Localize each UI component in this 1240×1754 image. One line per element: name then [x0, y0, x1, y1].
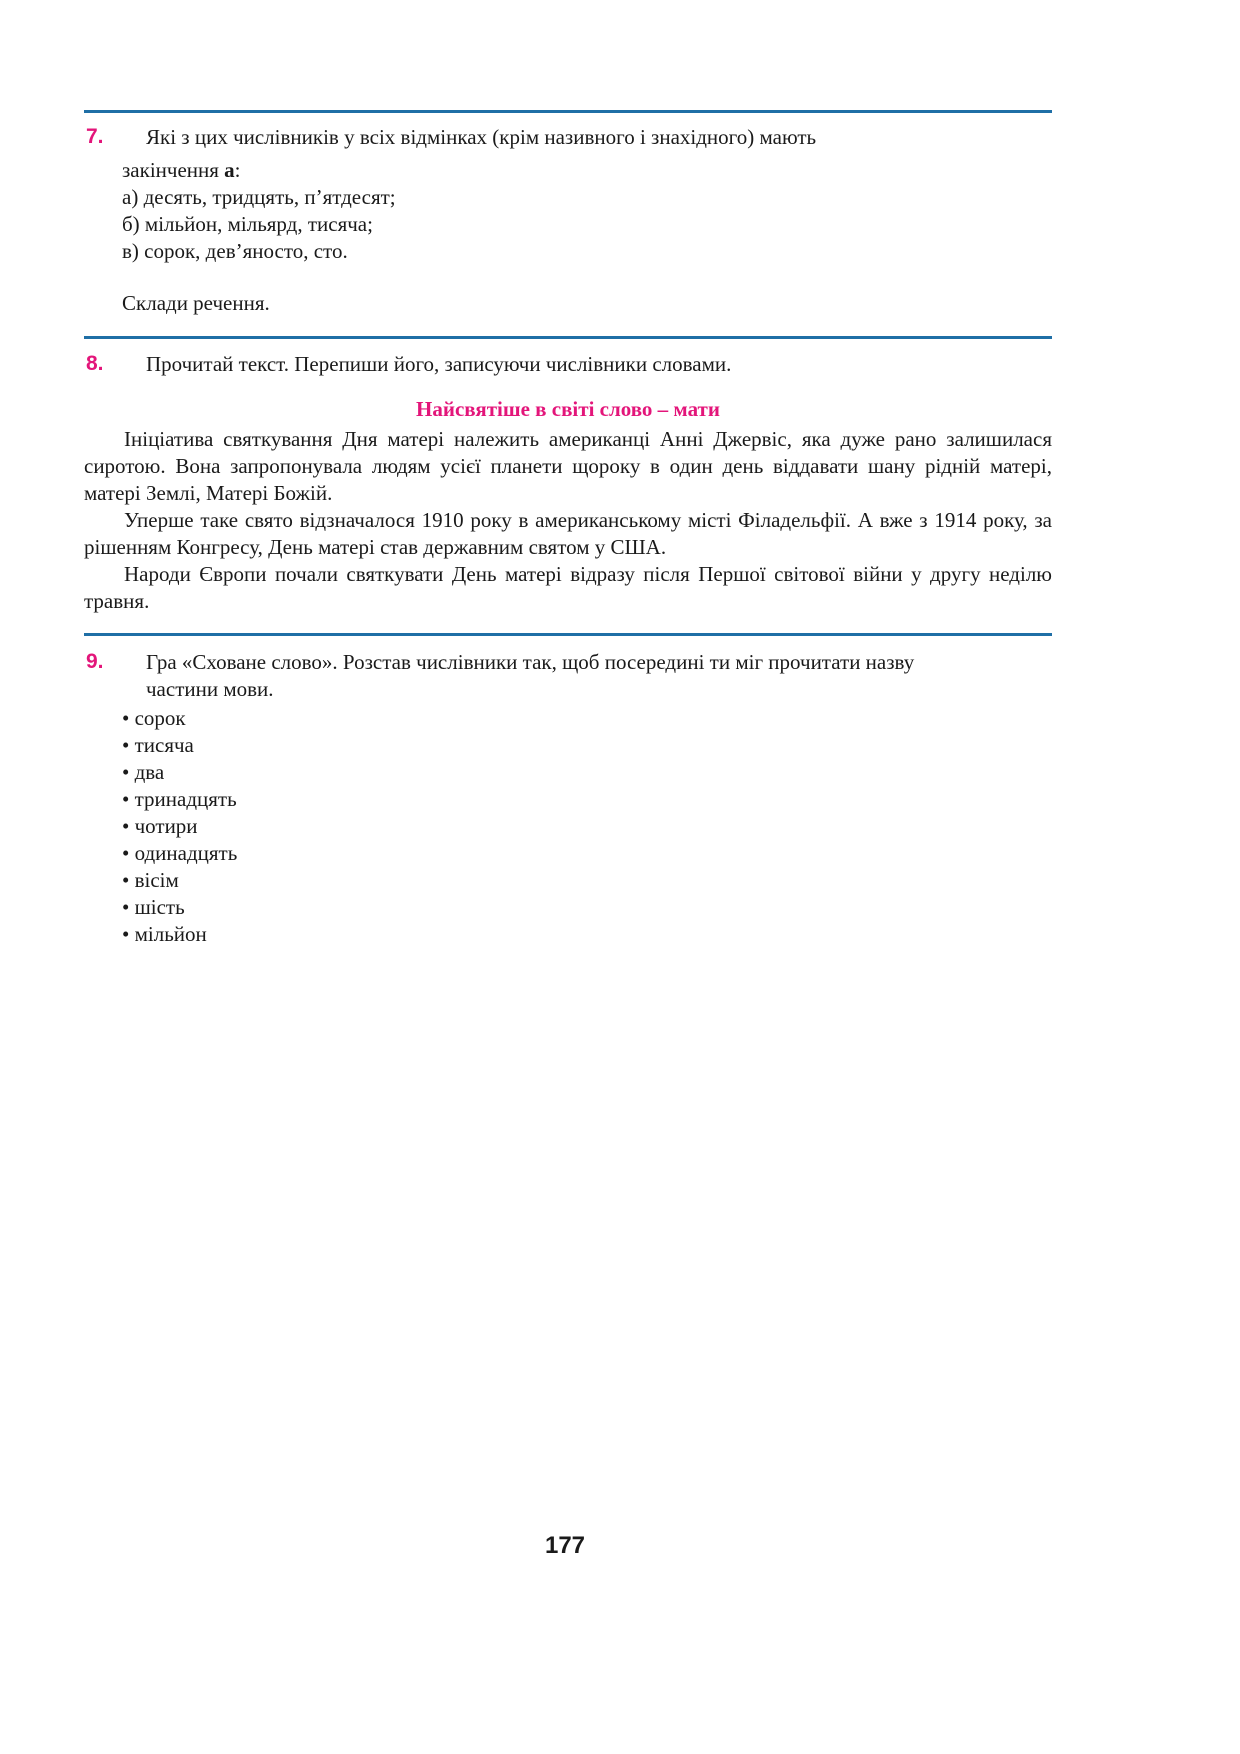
answer-option: а) десять, тридцять, п’ятдесят; — [122, 185, 396, 209]
exercise-number: 7. — [86, 125, 104, 148]
exercise-instruction: Гра «Сховане слово». Розстав числівники так, щоб посередині ти міг прочитати назву — [146, 650, 915, 674]
list-item: • тринадцять — [122, 787, 237, 811]
list-item: • вісім — [122, 868, 179, 892]
section-divider — [84, 110, 1052, 113]
answer-option: в) сорок, дев’яносто, сто. — [122, 239, 348, 263]
list-item: • шість — [122, 895, 185, 919]
ending-highlight: а — [224, 158, 235, 182]
exercise-instruction-continued — [122, 157, 241, 184]
list-item: • чотири — [122, 814, 198, 838]
text-paragraph: Народи Європи почали святкувати День матері відразу після Першої світової війни у другу неділю травня. — [84, 562, 1052, 613]
instruction-punct: : — [234, 158, 241, 182]
exercise-instruction-continued: частини мови. — [146, 677, 274, 701]
exercise-instruction: Прочитай текст. Перепиши його, записуючи числівники словами. — [146, 352, 732, 376]
list-item: • два — [122, 760, 165, 784]
section-divider — [84, 336, 1052, 339]
exercise-instruction: Які з цих числівників у всіх відмінках (крім називного і знахідного) мають — [146, 125, 817, 149]
page-number: 177 — [544, 1532, 586, 1559]
list-item: • тисяча — [122, 733, 194, 757]
list-item: • мільйон — [122, 922, 207, 946]
section-divider — [84, 633, 1052, 636]
exercise-task: Склади речення. — [122, 291, 270, 315]
text-paragraph: Ініціатива святкування Дня матері належить американці Анні Джервіс, яка дуже рано залишилася сиротою. Вона запропонувала людям усієї планети щороку в один день віддавати шану рідній матері, матері Землі, Матері Божій. — [84, 427, 1052, 505]
text-title: Найсвятіше в світі слово – мати — [416, 397, 720, 421]
answer-option: б) мільйон, мільярд, тисяча; — [122, 212, 373, 236]
exercise-number: 9. — [86, 650, 104, 673]
exercise-number: 8. — [86, 352, 104, 375]
instruction-text: закінчення — [122, 158, 225, 182]
list-item: • сорок — [122, 706, 186, 730]
list-item: • одинадцять — [122, 841, 238, 865]
text-paragraph: Уперше таке свято відзначалося 1910 року в американському місті Філадельфії. А вже з 1914 року, за рішенням Конгресу, День матері став державним святом у США. — [84, 508, 1052, 559]
